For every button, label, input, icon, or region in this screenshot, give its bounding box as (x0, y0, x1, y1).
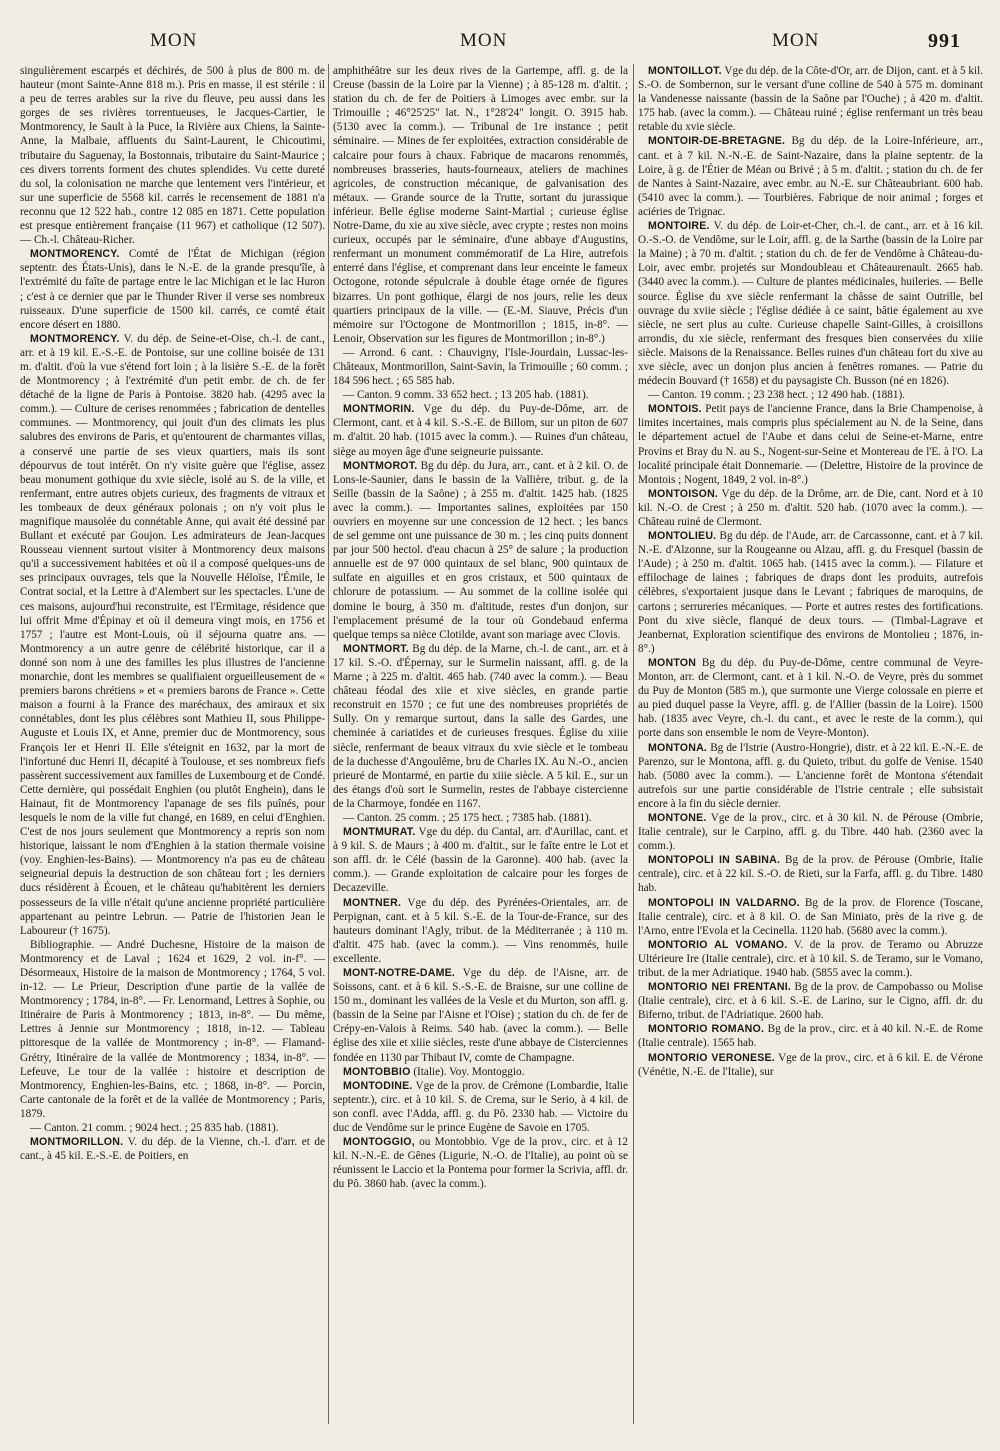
entry-text: Bg du dép. de la Loire-Inférieure, arr., cant. et à 7 kil. N.-N.-E. de Saint-Nazaire, dans la plaine septentr. de la Loire, à g. de l'Étier de Méan ou Brivé ; à 5 m. d'altit. ; station du ch. de fer de Nantes à Saint-Nazaire, avec embr. au N.-E. sur Châteaubriant. 600 hab. (5410 avec la comm.). — Tourbières. Fabrique de noir animal ; forges et aciéries de Trignac. (638, 135, 983, 218)
header-center-word: MON (460, 30, 508, 51)
header-right-word: MON (772, 30, 820, 51)
entry-text: Bg de la prov. de Florence (Toscane, Italie centrale), circ. et à 8 kil. O. de San Miniato, près de la rive g. de l'Arno, entre l'Evola et la Cecinella. 1120 hab. (5680 avec la comm.). (638, 896, 983, 937)
dictionary-entry (333, 402, 628, 458)
page-number: 991 (928, 30, 961, 52)
entry-headword: MONTORIO AL VOMANO. (648, 938, 788, 951)
dictionary-entry (638, 388, 983, 402)
entry-text: — Canton. 25 comm. ; 25 175 hect. ; 7385 hab. (1881). (343, 811, 592, 824)
dictionary-entry (333, 459, 628, 642)
entry-text: Vge du dép. de la Drôme, arr. de Die, cant. Nord et à 10 kil. N.-O. de Crest ; à 250 m. d'altit. 520 hab. (1070 avec la comm.). — Château ruiné de Clermont. (638, 487, 983, 528)
dictionary-entry (638, 1051, 983, 1079)
entry-text: Comté de l'État de Michigan (région septentr. des États-Unis), dans le N.-E. de la grande presqu'île, à l'extrémité du faîte de partage entre le lac Michigan et le lac Huron ; c'est à ce dernier que par le Thunder River il verse ses nombreux ruisseaux. D'une superficie de 1500 kil. carrés, ce comté était encore désert en 1880. (20, 248, 325, 331)
entry-text: V. du dép. de Seine-et-Oise, ch.-l. de cant., arr. et à 19 kil. E.-S.-E. de Pontoise, sur une colline boisée de 131 m. d'altit. d'où la vue s'étend fort loin ; à la lisière S.-E. de la forêt de Montmorency ; à l'extrémité d'un petit embr. de ch. de fer détaché de la ligne de Paris à Pontoise. 3820 hab. (4295 avec la comm.). — Culture de cerises renommées ; fabrication de dentelles communes. — Montmorency, qui jouit d'un des climats les plus salubres des environs de Paris, et qu'entourent de charmantes villas, a conservé une partie de ses vieux quartiers, mais ils sont dépourvus de tout intérêt. On n'y visite guère que l'église, assez beau monument gothique du xvie siècle, isolé au S. de la ville, et renfermant, entre autres objets curieux, des fragments de vitraux et les tombeaux de deux généraux polonais ; on n'y voit plus le magnifique mausolée du connétable Anne, qui avait été dessiné par Bullant et exécuté par Goujon. Les admirateurs de Jean-Jacques Rousseau viennent surtout visiter à Montmorency deux maisons qu'il a successivement habitées et où il a composé quelques-uns de ses principaux ouvrages, tels que la Nouvelle Héloïse, l'Émile, le Contrat social, et la Lettre à d'Alembert sur les spectacles. L'une de ces maisons, aujourd'hui reconstruite, est l'Ermitage, résidence que lui offrit Mme d'Épinay et où il demeura vingt mois, en 1756 et 1757 ; l'autre est Mont-Louis, où il séjourna quatre ans. — Montmorency a un autre genre de célébrité historique, car il a donné son nom à une des familles les plus illustres de l'ancienne monarchie, dont les membres se qualifiaient orgueilleusement de « premiers barons chrétiens » et « premiers barons de France ». Cette maison a fourni à la France des maréchaux, des amiraux et six connétables, dont les plus célèbres sont Mathieu II, sous Philippe-Auguste et Louis IX, et Anne, premier duc de Montmorency, sous François Ier et Henri II. Elle s'éteignit en 1632, par la mort de l'infortuné duc Henri II, décapité à Toulouse, et ses nombreux fiefs passèrent successivement aux familles de Luxembourg et de Condé. Cette dernière, qui possédait Enghien (ou plutôt Enghein), dans le Hainaut, fit de Montmorency l'apanage de ses fils puînés, pour lesquels le nom de la ville fut changé, en 1689, en celui d'Enghien. C'est de nos jours seulement que Montmorency a repris son nom historique, laissant le nom d'Enghien à la station thermale voisine (voy. Enghien-les-Bains). — Montmorency n'a pas eu de château seigneurial depuis la destruction de son château fort ; les derniers ducs résidèrent à Écouen, et le château qu'habitèrent les derniers possesseurs de la ville n'était qu'une ancienne propriété particulière appartenant au peintre Lebrun. — Patrie de l'historien Jean le Laboureur († 1675). (20, 332, 325, 937)
entry-headword: MONTORIO VERONESE. (648, 1051, 775, 1064)
entry-text: Bg de l'Istrie (Austro-Hongrie), distr. et à 22 kil. E.-N.-E. de Parenzo, sur le Montona, affl. g. du Quieto, tribut. du golfe de Venise. 1540 hab. (5080 avec la comm.). — L'ancienne forêt de Montona s'étendait autrefois sur une partie considérable de l'Istrie centrale ; elle subsistait encore à la fin du siècle dernier. (638, 741, 983, 810)
column-3 (638, 64, 983, 1424)
dictionary-entry (638, 402, 983, 487)
entry-text: amphithéâtre sur les deux rives de la Gartempe, affl. g. de la Creuse (bassin de la Loire par la Vienne) ; à 85-128 m. d'altit. ; station du ch. de fer de Poitiers à Limoges avec embr. sur la Trimouille ; 46°25'25" lat. N., 1°28'24" longit. O. 3915 hab. (5130 avec la comm.). — Tribunal de 1re instance ; petit séminaire. — Mines de fer exploitées, extraction considérable de calcaire pour fours à chaux. Fabrique de macarons renommés, nombreuses brasseries, hauts-fourneaux, ateliers de machines agricoles, de construction mécanique, de galvanisation des métaux. — Grande source de la Trutte, sortant du jurassique inférieur. Belle église moderne Saint-Martial ; curieuse église Notre-Dame, du xie au xive siècle, avec crypte ; restes non moins curieux, occupés par le séminaire, d'une abbaye d'Augustins, renfermant un monument commémoratif de La Hire, autrefois enterré dans l'église, et comprenant dans leur enceinte le fameux Octogone, rotonde sépulcrale à double étage ornée de figures bizarres. Un pont gothique, élargi de nos jours, relie les deux quartiers principaux de la ville. — (E.-M. Siauve, Précis d'un mémoire sur l'Octogone de Montmorillon ; 1815, in-8°. — Lenoir, Observation sur les figures de Montmorillon ; in-8°.) (333, 65, 628, 345)
entry-headword: MONTMORILLON. (30, 1136, 124, 1149)
dictionary-entry (638, 134, 983, 219)
entry-headword: MONTONE. (648, 811, 707, 824)
entry-headword: MONTMURAT. (343, 826, 416, 839)
entry-headword: MONTMOROT. (343, 459, 418, 472)
entry-text: V. du dép. de la Vienne, ch.-l. d'arr. et de cant., à 45 kil. E.-S.-E. de Poitiers, en (20, 1136, 325, 1163)
entry-headword: MONTOPOLI IN SABINA. (648, 854, 781, 867)
dictionary-entry (20, 938, 325, 1121)
entry-text: Vge de la prov., circ. et à 6 kil. E. de Vérone (Vénétie, N.-E. de l'Italie), sur (638, 1051, 983, 1078)
header-left-word: MON (150, 30, 198, 51)
entry-headword: MONTMORIN. (343, 403, 415, 416)
dictionary-entry (333, 896, 628, 966)
dictionary-entry (333, 825, 628, 895)
entry-headword: MONTORIO ROMANO. (648, 1023, 765, 1036)
entry-text: Bg de la prov. de Campobasso ou Molise (Italie centrale), circ. et à 6 kil. S.-E. de Larino, sur le Cigno, affl. dr. du Biferno, tribut. de l'Adriatique. 2600 hab. (638, 981, 983, 1022)
dictionary-entry (333, 1065, 628, 1079)
entry-text: Vge du dép. de l'Aisne, arr. de Soissons, cant. et à 6 kil. S.-S.-E. de Braisne, sur une colline de 150 m., dominant les vallées de la Vesle et du Murton, son affl. g. (bassin de la Seine par l'Aisne et l'Oise) ; station du ch. de fer de Crépy-en-Valois à Reims. 540 hab. (avec la comm.). — Belle église des xiie et xiiie siècles, reste d'une abbaye de Cisterciennes fondée en 1130 par Thibaut IV, comte de Champagne. (333, 967, 628, 1064)
dictionary-entry (638, 853, 983, 895)
dictionary-entry (638, 811, 983, 853)
dictionary-entry (20, 332, 325, 938)
entry-headword: MONTON (648, 656, 697, 669)
entry-headword: MONTODINE. (343, 1079, 413, 1092)
entry-text: Bg du dép. du Jura, arr., cant. et à 2 kil. O. de Lons-le-Saunier, dans le bassin de la Vallière, tribut. g. de la Seille (bassin de la Saône) ; à 255 m. d'altit. 1425 hab. (1825 avec la comm.). — Importantes salines, exploitées par 150 ouvriers en moyenne sur une concession de 12 hect. ; les bancs de sel gemme ont une puissance de 30 m. ; les cinq puits donnent par jour 500 hectol. d'eau chacun à 25° de salure ; la production annuelle est de 97 000 quintaux de sel blanc, 900 quintaux de sulfate en aiguilles et en gros cristaux, et 500 quintaux de chlorure de potassium. — Au sommet de la colline isolée qui domine le bourg, à 350 m. d'altitude, restes d'un donjon, sur l'emplacement présumé de la tour où Gondebaud enferma quelque temps sa nièce Clotilde, avant son mariage avec Clovis. (333, 459, 628, 641)
entry-text: V. de la prov. de Teramo ou Abruzze Ultérieure Ire (Italie centrale), circ. et à 10 kil. S. de Teramo, sur le Vomano, tribut. de la mer Adriatique. 1940 hab. (5855 avec la comm.). (638, 938, 983, 979)
dictionary-entry (333, 811, 628, 825)
dictionary-entry (638, 980, 983, 1022)
entry-headword: MONT-NOTRE-DAME. (343, 967, 456, 979)
entry-text: Bibliographie. — André Duchesne, Histoire de la maison de Montmorency et de Laval ; 1624 et 1629, 2 vol. in-f°. — Désormeaux, Histoire de la maison de Montmorency ; 1764, 5 vol. in-12. — Le Prieur, Description d'une partie de la vallée de Montmorency ; 1784, in-8°. — Fr. Lenormand, Lettres à Sophie, ou Itinéraire de Paris à Montmorency ; 1813, in-8°. — Du même, Lettres à Jennie sur Montmorency ; 1818, in-12. — Tableau pittoresque de la vallée de Montmorency ; in-8°. — Flamand-Grétry, Itinéraire de la vallée de Montmorency ; 1834, in-8°. — Lefeuve, Le tour de la vallée : histoire et description de Montmorency, Enghien-les-Bains, etc. ; 1868, in-8°. — Porcin, Carte cantonale de la forêt et de la vallée de Montmorency ; Paris, 1879. (20, 938, 325, 1120)
dictionary-entry (638, 741, 983, 811)
dictionary-entry (20, 1121, 325, 1135)
entry-text: Bg de la prov., circ. et à 40 kil. N.-E. de Rome (Italie centrale). 1565 hab. (638, 1023, 983, 1050)
entry-text: — Canton. 9 comm. 33 652 hect. ; 13 205 hab. (1881). (343, 389, 589, 402)
dictionary-entry (20, 1135, 325, 1163)
dictionary-entry (638, 1022, 983, 1050)
entry-text: Vge du dép. du Puy-de-Dôme, arr. de Clermont, cant. et à 4 kil. S.-S.-E. de Billom, sur un piton de 607 m. d'altit. 20 hab. (1015 avec la comm.). — Ruines d'un château, siège au moyen âge d'une seigneurie puissante. (333, 403, 628, 458)
dictionary-entry (638, 656, 983, 741)
entry-headword: MONTOGGIO, (343, 1136, 415, 1149)
dictionary-entry (333, 388, 628, 402)
dictionary-entry (333, 346, 628, 388)
column-1 (20, 64, 325, 1424)
entry-text: — Canton. 19 comm. ; 23 238 hect. ; 12 490 hab. (1881). (648, 389, 905, 402)
entry-text: V. du dép. de Loir-et-Cher, ch.-l. de cant., arr. et à 16 kil. O.-S.-O. de Vendôme, sur le Loir, affl. g. de la Sarthe (bassin de la Loire par la Maine) ; à 70 m. d'altit. ; station du ch. de fer de Vendôme à Château-du-Loir, avec embr. projetés sur Mondoubleau et Châteaurenault. 2665 hab. (3440 avec la comm.). — Culture de plantes médicinales, huileries. — Belle source. Église du xve siècle renfermant la châsse de saint Outrille, bel ouvrage du xviie siècle ; l'église dédiée à ce saint, bâtie également au xve siècle, ne sert plus au culte. Curieuse chapelle Saint-Gilles, à croisillons arrondis, du xie siècle, renfermant des fresques bien conservées du xiiie siècle. Maisons de la Renaissance. Belles ruines d'un château fort du xive au xve siècle, avec un donjon plus ancien à fenêtres romanes. — Patrie du médecin Bouvard († 1658) et du paysagiste Ch. Busson (né en 1826). (638, 220, 983, 388)
dictionary-entry (638, 896, 983, 938)
dictionary-entry (638, 64, 983, 134)
dictionary-entry (20, 64, 325, 247)
entry-text: singulièrement escarpés et déchirés, de 500 à plus de 800 m. de hauteur (mont Sainte-Anne 818 m.). Pris en masse, il est stérile : il a peu de terres arables sur la rive du fleuve, peu aussi dans les gorges de ses rivières torrentueuses, le Jacques-Cartier, le Montmorency, le Sault à la Puce, la Rivière aux Chiens, la Sainte-Anne, la Malbaie, affluents du Saint-Laurent, le Chicoutimi, tributaire du Saguenay, la Bostonnais, tributaire du Saint-Maurice ; ces divers torrents forment des chutes splendides. Vu cette dureté du sol, la colonisation ne marche que lentement vers l'intérieur, et sur une superficie de 5568 kil. carrés le recensement de 1881 n'a reconnu que 12 522 hab., contre 12 085 en 1871. Cette population est presque entièrement française (11 967) et catholique (12 507). — Ch.-l. Château-Richer. (20, 65, 325, 247)
entry-headword: MONTOILLOT. (648, 65, 722, 77)
entry-headword: MONTNER. (343, 896, 402, 909)
entry-text: — Arrond. 6 cant. : Chauvigny, l'Isle-Jourdain, Lussac-les-Châteaux, Montmorillon, Saint-Savin, la Trimouille ; 60 comm. ; 184 596 hect. ; 65 585 hab. (333, 346, 628, 388)
dictionary-entry (638, 487, 983, 529)
entry-headword: MONTMORT. (343, 642, 409, 655)
entry-text: Bg du dép. de la Marne, ch.-l. de cant., arr. et à 17 kil. S.-O. d'Épernay, sur le Surmelin naissant, affl. g. de la Marne ; à 225 m. d'altit. 465 hab. (740 avec la comm.). — Beau château féodal des xiie et xive siècles, en grande partie reconstruit en 1570 ; ce fut une des nombreuses propriétés de Sully. On y remarque surtout, dans la salle des Gardes, une cheminée à cariatides et de curieuses fresques. Église du xiiie siècle, renfermant de beaux vitraux du xvie siècle et le tombeau de la duchesse d'Angoulême, bru de Charles IX. Au N.-O., ancien prieuré de Montarmé, en partie du xiiie siècle. A 5 kil. E., sur un des étangs d'où sort le Surmelin, restes de l'abbaye cistercienne de la Charmoye, fondée en 1167. (333, 642, 628, 810)
dictionary-entry (333, 1079, 628, 1135)
column-divider (633, 64, 634, 1424)
entry-text: Vge de la prov. de Crémone (Lombardie, Italie septentr.), circ. et à 10 kil. S. de Crema, sur le Serio, à 4 kil. de son confl. avec l'Adda, affl. g. du Pô. 2330 hab. — Victoire du duc de Vendôme sur le prince Eugène de Savoie en 1705. (333, 1079, 628, 1135)
dictionary-entry (638, 219, 983, 388)
entry-headword: MONTOPOLI IN VALDARNO. (648, 896, 800, 909)
running-header (0, 30, 1000, 60)
entry-headword: MONTOBBIO (343, 1065, 411, 1078)
entry-text: Bg de la prov. de Pérouse (Ombrie, Italie centrale), circ. et à 22 kil. S.-O. de Rieti, sur la Farfa, affl. g. du Tibre. 1480 hab. (638, 854, 983, 895)
entry-text: Vge du dép. de la Côte-d'Or, arr. de Dijon, cant. et à 5 kil. S.-O. de Sombernon, sur le versant d'une colline de 540 à 575 m. dominant la Vandenesse naissante (bassin de la Saône par l'Ouche) ; à 420 m. d'altit. 175 hab. (avec la comm.). — Château ruiné ; église renfermant un très beau retable du xvie siècle. (638, 65, 983, 134)
entry-headword: MONTOISON. (648, 487, 719, 500)
entry-text: ou Montobbio. Vge de la prov., circ. et à 12 kil. N.-N.-E. de Gênes (Ligurie, N.-O. de l'Italie), au point où se réunissent le Laccio et la Pontema pour former la Scrivia, affl. dr. du Pô. 3860 hab. (avec la comm.). (333, 1136, 628, 1191)
dictionary-entry (333, 966, 628, 1065)
dictionary-entry (333, 642, 628, 811)
entry-headword: MONTMORENCY. (30, 332, 120, 345)
entry-text: Vge du dép. du Cantal, arr. d'Aurillac, cant. et à 9 kil. S. de Maurs ; à 400 m. d'altit., sur le faîte entre le Lot et son affl. dr. le Célé (bassin de la Garonne). 400 hab. (avec la comm.). — Grande exploitation de calcaire pour les forges de Decazeville. (333, 826, 628, 895)
entry-headword: MONTOLIEU. (648, 530, 717, 543)
entry-text: Vge de la prov., circ. et à 30 kil. N. de Pérouse (Ombrie, Italie centrale), sur le Carpino, affl. g. du Tibre. 440 hab. (2360 avec la comm.). (638, 811, 983, 853)
column-2 (333, 64, 628, 1424)
entry-text: Bg du dép. de l'Aude, arr. de Carcassonne, cant. et à 7 kil. N.-E. d'Alzonne, sur la Rougeanne ou Alzau, affl. g. du Fresquel (bassin de l'Aude) ; à 250 m. d'altit. 1065 hab. (1415 avec la comm.). — Filature et effilochage de laines ; fabriques de draps dont les produits, autrefois célèbres, s'exportaient jusque dans le Levant ; fabriques de maroquins, de cartons ; serrureries mécaniques. — Porte et autres restes des fortifications. Pont du xive siècle, flanqué de deux tours. — (Timbal-Lagrave et Jeanbernat, Exploration scientifique des environs de Montolieu ; 1876, in-8°.) (638, 530, 983, 655)
dictionary-entry (333, 64, 628, 346)
entry-headword: MONTMORENCY. (30, 248, 120, 261)
entry-headword: MONTOIRE. (648, 220, 710, 233)
entry-headword: MONTOIR-DE-BRETAGNE. (648, 135, 786, 148)
dictionary-entry (638, 529, 983, 656)
entry-text: Bg du dép. du Puy-de-Dôme, centre communal de Veyre-Monton, arr. de Clermont, cant. et à 1 kil. N.-O. de Veyre, près du sommet du Puy de Monton (585 m.), que surmonte une Vierge colossale en pierre et au pied duquel passe la Veyre, affl. g. de l'Allier (bassin de la Loire). 1500 hab. (1835 avec Veyre, ch.-l. du cant., et avec le reste de la comm.), qui porte dans son ensemble le nom de Veyre-Monton). (638, 656, 983, 740)
dictionary-entry (638, 938, 983, 980)
entry-text: — Canton. 21 comm. ; 9024 hect. ; 25 835 hab. (1881). (30, 1122, 279, 1135)
entry-headword: MONTORIO NEI FRENTANI. (648, 981, 792, 994)
entry-headword: MONTONA. (648, 741, 708, 754)
column-divider (328, 64, 329, 1424)
entry-text: Petit pays de l'ancienne France, dans la Brie Champenoise, à limites incertaines, mais compris plus spécialement au N. de la Seine, dans le département actuel de l'Aube et dans celui de Seine-et-Marne, entre Provins et Bray du N. au S., Nogent-sur-Seine et Montereau de l'E. à l'O. La localité principale était Donnemarie. — (Delettre, Histoire de la province de Montois ; Nogent, 1849, 2 vol. in-8°.) (638, 403, 983, 486)
entry-text: Vge du dép. des Pyrénées-Orientales, arr. de Perpignan, cant. et à 5 kil. S.-E. de la Tour-de-France, sur des hauteurs dominant l'Agly, tribut. de la Méditerranée ; à 110 m. d'altit. 475 hab. (avec la comm.). — Vins renommés, huile excellente. (333, 896, 628, 965)
entry-text: (Italie). Voy. Montoggio. (413, 1065, 525, 1078)
dictionary-entry (20, 247, 325, 332)
dictionary-entry (333, 1135, 628, 1191)
entry-headword: MONTOIS. (648, 403, 702, 416)
